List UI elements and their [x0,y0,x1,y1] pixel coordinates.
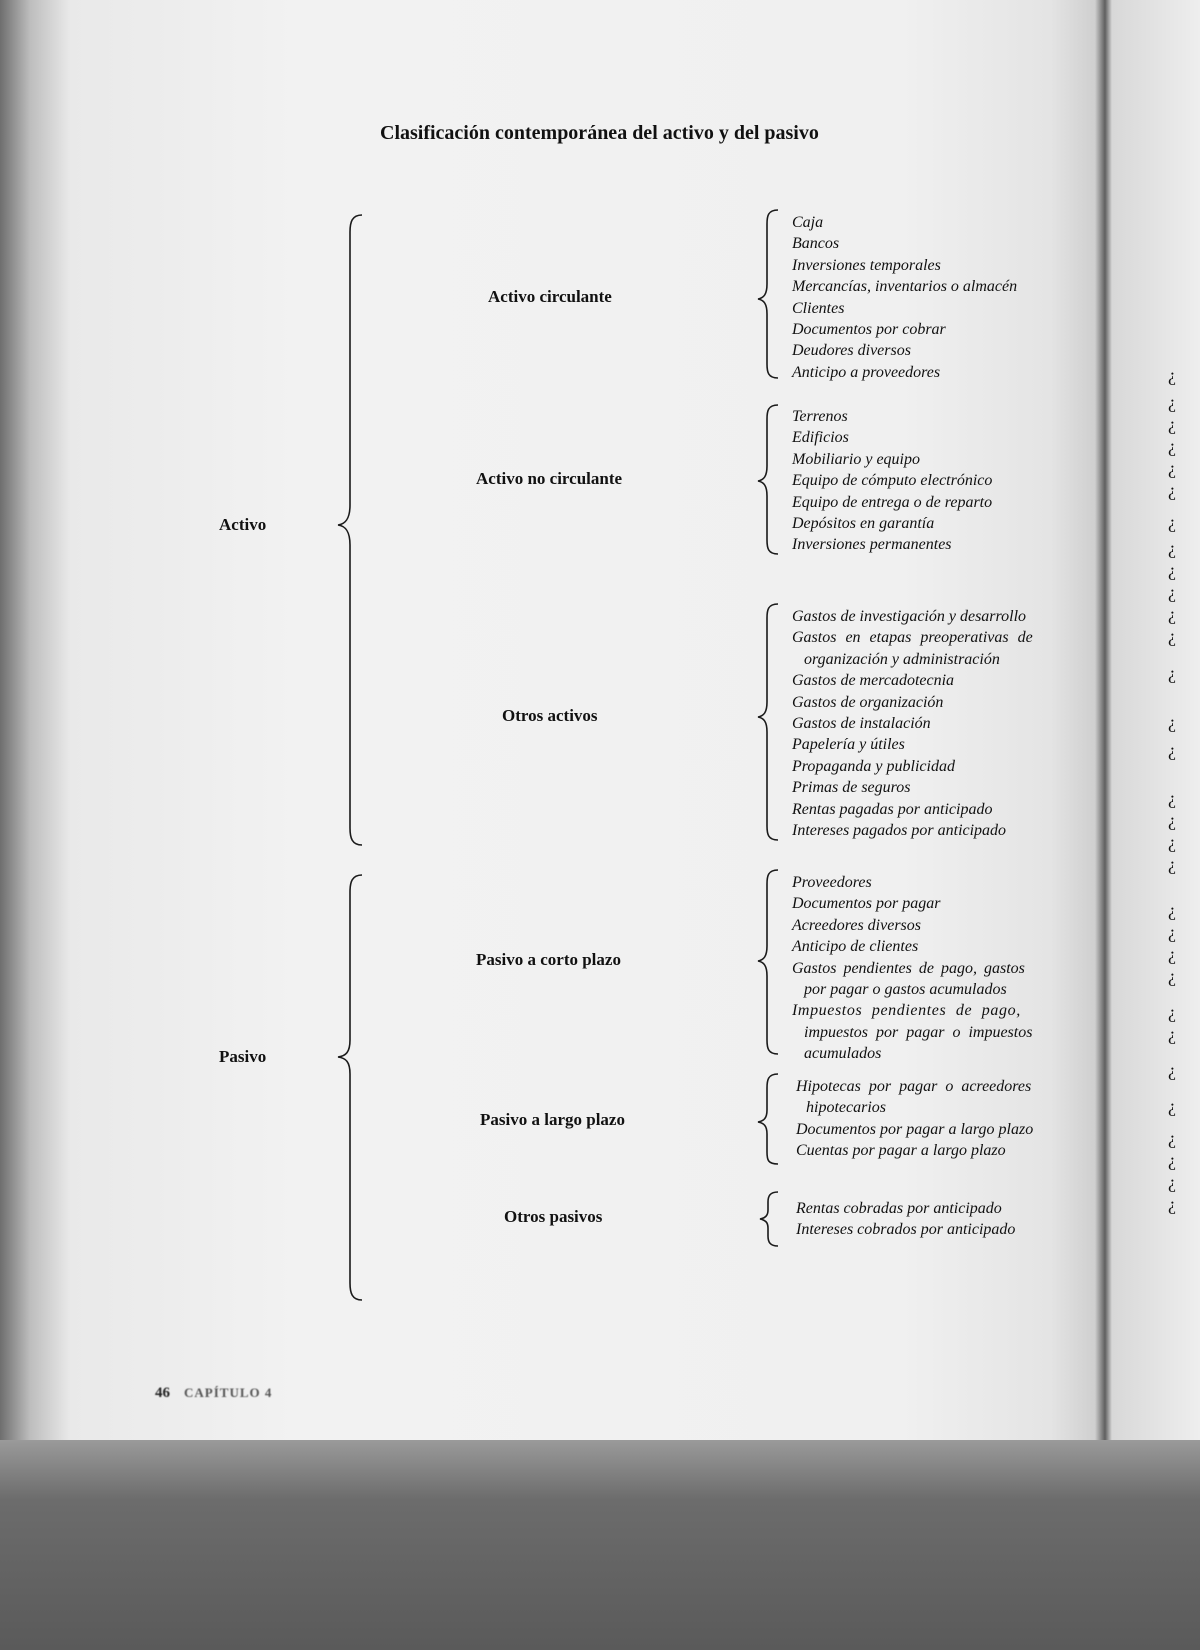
list-item: Documentos por pagar a largo plazo [796,1120,1034,1138]
list-otros-activos [792,606,1033,841]
chapter-label: CAPÍTULO 4 [184,1385,273,1400]
list-item: Intereses pagados por anticipado [792,822,1007,840]
list-item: Acreedores diversos [792,916,921,934]
facing-page-fragment: ¿ [1168,436,1176,456]
brace-pasivo [338,875,362,1300]
list-item: Gastos de investigación y desarrollo [792,608,1027,625]
list-item: Edificios [792,429,849,447]
list-item: Impuestos pendientes de pago, [792,1002,1021,1020]
facing-page-fragment: ¿ [1168,1060,1176,1080]
list-item: Anticipo de clientes [792,938,919,956]
facing-page-fragment: ¿ [1168,480,1176,500]
facing-page-fragment: ¿ [1168,604,1176,624]
list-item: Equipo de cómputo electrónico [792,472,993,490]
list-item-continuation: impuestos por pagar o impuestos [804,1023,1033,1041]
list-item: Documentos por cobrar [792,321,946,339]
list-item: Caja [792,214,824,231]
list-item: Papelería y útiles [792,736,905,754]
list-item: Mobiliario y equipo [792,450,920,468]
brace-activo-no-circulante [758,405,778,554]
facing-page-fragment: ¿ [1168,810,1176,830]
label-activo-no-circulante: Activo no circulante [476,469,623,488]
facing-page-fragment: ¿ [1168,788,1176,808]
list-item-continuation: hipotecarios [806,1099,886,1117]
list-item: Mercancías, inventarios o almacén [792,278,1018,296]
facing-page-fragment: ¿ [1168,414,1176,434]
facing-page-fragment: ¿ [1168,538,1176,558]
brace-activo-circulante [758,210,778,378]
facing-page-fragment: ¿ [1168,922,1176,942]
brace-pasivo-largo [758,1074,778,1164]
label-pasivo-corto-plazo: Pasivo a corto plazo [476,950,621,969]
list-item: Rentas pagadas por anticipado [792,800,993,818]
list-item: Gastos de organización [792,693,944,711]
brace-otros-activos [758,604,778,840]
list-item: Terrenos [792,408,848,425]
list-item: Bancos [792,235,840,253]
page-footer [155,1385,272,1402]
list-item: Propaganda y publicidad [792,757,955,775]
page-number: 46 [155,1385,170,1401]
label-pasivo-largo-plazo: Pasivo a largo plazo [480,1110,625,1129]
brace-activo [338,215,362,845]
facing-page-fragment: ¿ [1168,582,1176,602]
list-activo-no-circulante [792,406,992,556]
page-title: Clasificación contemporánea del activo y del pasivo [380,122,819,144]
facing-page-fragment: ¿ [1168,712,1176,732]
facing-page-fragment: ¿ [1168,1150,1176,1170]
list-item: Deudores diversos [792,342,911,360]
label-pasivo: Pasivo [219,1047,267,1066]
facing-page-fragment: ¿ [1168,944,1176,964]
facing-page-fragment: ¿ [1168,458,1176,478]
facing-page-fragment: ¿ [1168,1096,1176,1116]
list-item: Inversiones permanentes [792,536,952,554]
list-pasivo-largo-plazo [796,1076,1033,1162]
facing-page-fragment: ¿ [1168,900,1176,920]
facing-page-fragment: ¿ [1168,832,1176,852]
facing-page-fragment: ¿ [1168,560,1176,580]
facing-page-fragment: ¿ [1168,663,1176,683]
list-item-continuation: acumulados [804,1045,882,1063]
list-item: Proveedores [792,874,872,891]
list-item: Equipo de entrega o de reparto [792,493,993,511]
list-item-continuation: organización y administración [804,650,1000,668]
facing-page-fragment: ¿ [1168,392,1176,412]
list-item: Anticipo a proveedores [792,363,941,381]
list-item-continuation: por pagar o gastos acumulados [804,981,1007,999]
list-activo-circulante [792,212,1017,383]
label-activo: Activo [219,515,267,534]
list-item: Intereses cobrados por anticipado [796,1221,1016,1239]
list-otros-pasivos [796,1198,1015,1241]
facing-page-fragment: ¿ [1168,1172,1176,1192]
list-item: Documentos por pagar [792,895,941,913]
label-otros-pasivos: Otros pasivos [504,1207,603,1226]
list-item: Gastos de mercadotecnia [792,672,955,690]
list-item: Gastos en etapas preoperativas de [792,629,1033,647]
facing-page-fragment: ¿ [1168,1024,1176,1044]
list-item: Rentas cobradas por anticipado [796,1200,1002,1217]
list-pasivo-corto-plazo [792,872,1032,1065]
brace-pasivo-corto [758,870,778,1054]
list-item: Inversiones temporales [792,256,941,274]
list-item: Depósitos en garantía [792,515,935,533]
facing-page-fragment: ¿ [1168,740,1176,760]
label-activo-circulante: Activo circulante [488,287,612,306]
facing-page-fragment: ¿ [1168,1128,1176,1148]
label-otros-activos: Otros activos [502,706,598,725]
list-item: Gastos de instalación [792,715,931,733]
facing-page-fragment: ¿ [1168,966,1176,986]
facing-page-fragment: ¿ [1168,854,1176,874]
list-item: Gastos pendientes de pago, gastos [792,959,1025,977]
facing-page-fragment: ¿ [1168,512,1176,532]
facing-page-fragment: ¿ [1168,365,1176,385]
list-item: Clientes [792,299,845,317]
list-item: Cuentas por pagar a largo plazo [796,1142,1006,1160]
facing-page-fragment: ¿ [1168,1194,1176,1214]
facing-page-fragment: ¿ [1168,626,1176,646]
brace-otros-pasivos [760,1192,778,1246]
list-item: Primas de seguros [792,779,911,797]
facing-page-fragment: ¿ [1168,1002,1176,1022]
list-item: Hipotecas por pagar o acreedores [796,1078,1032,1095]
